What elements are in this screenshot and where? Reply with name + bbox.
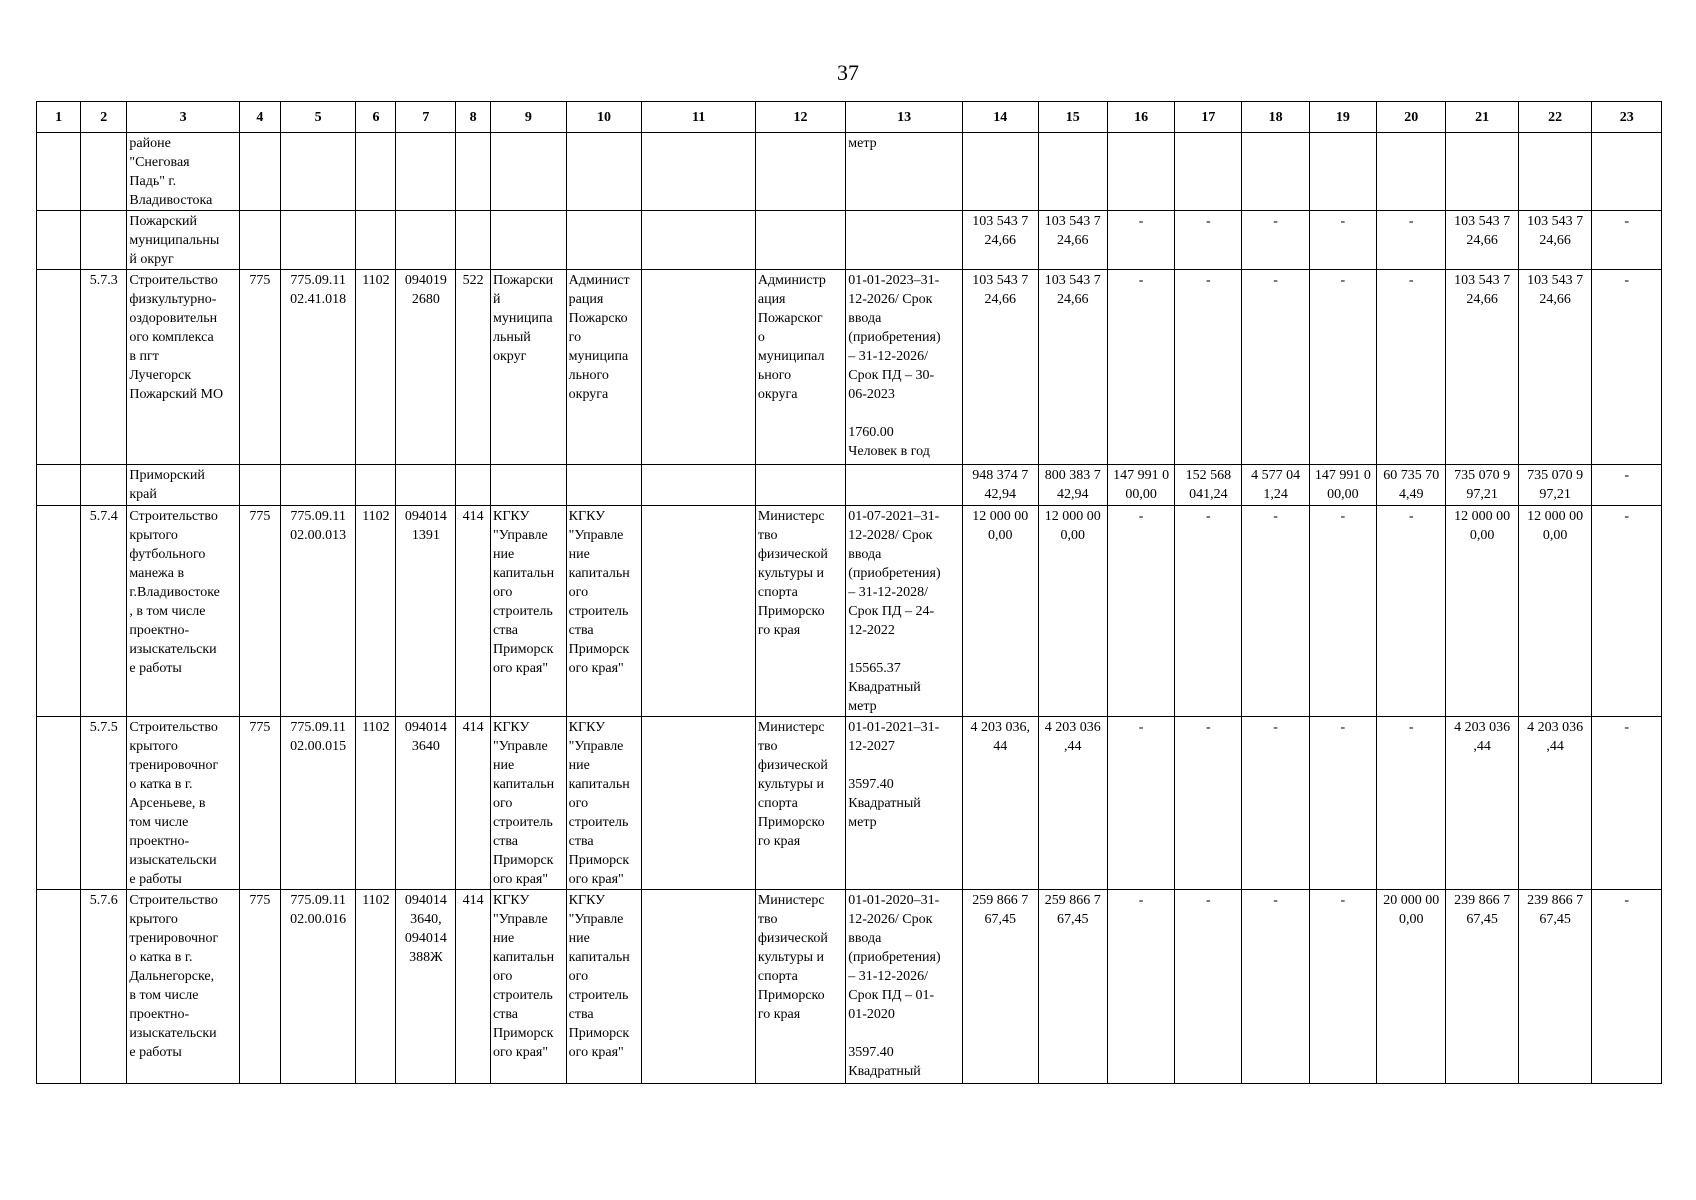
table-cell-col-19: - — [1309, 211, 1376, 270]
table-cell-col-12: Администр ация Пожарског о муниципал ьного округа — [755, 270, 845, 465]
table-cell-col-8 — [456, 133, 491, 211]
table-row — [37, 465, 1662, 506]
table-cell-col-3: Пожарский муниципальны й округ — [127, 211, 239, 270]
table-cell-col-13: 01-01-2023–31- 12-2026/ Срок ввода (приобретения) – 31-12-2026/ Срок ПД – 30- 06-2023 1760.00 Человек в год — [846, 270, 963, 465]
col-header: 7 — [396, 102, 456, 133]
table-row — [37, 133, 1662, 211]
table-cell-col-13: 01-01-2021–31- 12-2027 3597.40 Квадратный метр — [846, 717, 963, 890]
table-cell-col-1 — [37, 890, 81, 1084]
table-cell-col-21: 103 543 7 24,66 — [1446, 211, 1519, 270]
table-row — [37, 890, 1662, 1084]
table-cell-col-11 — [642, 890, 756, 1084]
table-cell-col-2 — [81, 133, 127, 211]
table-cell-col-14: 259 866 7 67,45 — [962, 890, 1038, 1084]
table-cell-col-7 — [396, 465, 456, 506]
table-cell-col-14: 948 374 7 42,94 — [962, 465, 1038, 506]
table-cell-col-3: районе "Снеговая Падь" г. Владивостока — [127, 133, 239, 211]
header-row — [37, 102, 1662, 133]
table-cell-col-21: 103 543 7 24,66 — [1446, 270, 1519, 465]
table-cell-col-10 — [566, 133, 642, 211]
table-cell-col-10 — [566, 465, 642, 506]
table-cell-col-16: - — [1107, 270, 1174, 465]
col-header: 6 — [356, 102, 396, 133]
table-cell-col-16: - — [1107, 890, 1174, 1084]
table-cell-col-12 — [755, 133, 845, 211]
col-header: 5 — [280, 102, 356, 133]
table-cell-col-3: Строительство крытого футбольного манежа в г.Владивостоке , в том числе проектно- изыскательски е работы — [127, 506, 239, 717]
table-cell-col-14: 12 000 00 0,00 — [962, 506, 1038, 717]
table-cell-col-12 — [755, 211, 845, 270]
table-cell-col-8 — [456, 465, 491, 506]
table-cell-col-15: 800 383 7 42,94 — [1038, 465, 1107, 506]
table-cell-col-18: - — [1242, 211, 1309, 270]
budget-table — [36, 101, 1662, 1084]
table-cell-col-12: Министерс тво физической культуры и спорта Приморско го края — [755, 506, 845, 717]
table-cell-col-8: 522 — [456, 270, 491, 465]
col-header: 12 — [755, 102, 845, 133]
table-cell-col-22 — [1518, 133, 1592, 211]
table-cell-col-9: Пожарски й муниципа льный округ — [491, 270, 567, 465]
col-header: 8 — [456, 102, 491, 133]
table-cell-col-14: 4 203 036, 44 — [962, 717, 1038, 890]
table-cell-col-18 — [1242, 133, 1309, 211]
table-cell-col-6: 1102 — [356, 717, 396, 890]
table-cell-col-6 — [356, 133, 396, 211]
table-cell-col-19: - — [1309, 717, 1376, 890]
table-cell-col-5: 775.09.11 02.00.016 — [280, 890, 356, 1084]
table-cell-col-3: Приморский край — [127, 465, 239, 506]
table-cell-col-20: - — [1377, 506, 1446, 717]
table-cell-col-1 — [37, 270, 81, 465]
table-cell-col-2 — [81, 211, 127, 270]
table-cell-col-11 — [642, 506, 756, 717]
table-cell-col-5 — [280, 465, 356, 506]
col-header: 16 — [1107, 102, 1174, 133]
table-cell-col-12: Министерс тво физической культуры и спорта Приморско го края — [755, 717, 845, 890]
table-cell-col-2 — [81, 465, 127, 506]
table-cell-col-18: - — [1242, 890, 1309, 1084]
table-cell-col-23: - — [1592, 465, 1662, 506]
table-cell-col-9 — [491, 133, 567, 211]
col-header: 17 — [1175, 102, 1242, 133]
table-cell-col-17: - — [1175, 506, 1242, 717]
table-cell-col-13: метр — [846, 133, 963, 211]
table-cell-col-20: - — [1377, 211, 1446, 270]
col-header: 23 — [1592, 102, 1662, 133]
table-cell-col-17 — [1175, 133, 1242, 211]
table-cell-col-22: 4 203 036 ,44 — [1518, 717, 1592, 890]
table-cell-col-20: 60 735 70 4,49 — [1377, 465, 1446, 506]
table-cell-col-14: 103 543 7 24,66 — [962, 270, 1038, 465]
table-cell-col-9 — [491, 211, 567, 270]
table-cell-col-9: КГКУ "Управле ние капитальн ого строитель ства Приморск ого края" — [491, 890, 567, 1084]
table-cell-col-19: - — [1309, 270, 1376, 465]
table-cell-col-7: 094014 3640 — [396, 717, 456, 890]
col-header: 9 — [491, 102, 567, 133]
table-cell-col-2: 5.7.5 — [81, 717, 127, 890]
table-cell-col-21: 4 203 036 ,44 — [1446, 717, 1519, 890]
table-cell-col-12 — [755, 465, 845, 506]
col-header: 18 — [1242, 102, 1309, 133]
table-cell-col-8: 414 — [456, 506, 491, 717]
col-header: 10 — [566, 102, 642, 133]
table-cell-col-19: - — [1309, 890, 1376, 1084]
col-header: 1 — [37, 102, 81, 133]
table-cell-col-13: 01-01-2020–31- 12-2026/ Срок ввода (приобретения) – 31-12-2026/ Срок ПД – 01- 01-2020 3597.40 Квадратный — [846, 890, 963, 1084]
table-cell-col-22: 735 070 9 97,21 — [1518, 465, 1592, 506]
table-cell-col-18: - — [1242, 270, 1309, 465]
table-cell-col-10: КГКУ "Управле ние капитальн ого строитель ства Приморск ого края" — [566, 506, 642, 717]
table-cell-col-5 — [280, 133, 356, 211]
table-cell-col-4 — [239, 133, 280, 211]
table-cell-col-1 — [37, 133, 81, 211]
table-cell-col-1 — [37, 211, 81, 270]
table-cell-col-8: 414 — [456, 890, 491, 1084]
table-row — [37, 211, 1662, 270]
table-cell-col-4 — [239, 211, 280, 270]
table-cell-col-21: 12 000 00 0,00 — [1446, 506, 1519, 717]
table-cell-col-21: 239 866 7 67,45 — [1446, 890, 1519, 1084]
table-cell-col-13 — [846, 211, 963, 270]
table-cell-col-5: 775.09.11 02.00.015 — [280, 717, 356, 890]
table-cell-col-18: - — [1242, 717, 1309, 890]
table-cell-col-17: - — [1175, 211, 1242, 270]
table-cell-col-7 — [396, 211, 456, 270]
table-cell-col-18: - — [1242, 506, 1309, 717]
table-row — [37, 717, 1662, 890]
table-cell-col-7: 094019 2680 — [396, 270, 456, 465]
table-cell-col-6 — [356, 211, 396, 270]
table-cell-col-15: 4 203 036 ,44 — [1038, 717, 1107, 890]
table-cell-col-18: 4 577 04 1,24 — [1242, 465, 1309, 506]
table-cell-col-5: 775.09.11 02.00.013 — [280, 506, 356, 717]
table-cell-col-20: - — [1377, 717, 1446, 890]
col-header: 4 — [239, 102, 280, 133]
table-cell-col-8 — [456, 211, 491, 270]
table-cell-col-3: Строительство физкультурно- оздоровительн ого комплекса в пгт Лучегорск Пожарский МО — [127, 270, 239, 465]
table-cell-col-2: 5.7.4 — [81, 506, 127, 717]
table-cell-col-11 — [642, 465, 756, 506]
table-cell-col-1 — [37, 465, 81, 506]
table-cell-col-10: КГКУ "Управле ние капитальн ого строитель ства Приморск ого края" — [566, 890, 642, 1084]
table-cell-col-15 — [1038, 133, 1107, 211]
table-cell-col-17: - — [1175, 717, 1242, 890]
col-header: 22 — [1518, 102, 1592, 133]
table-cell-col-16: - — [1107, 717, 1174, 890]
table-cell-col-11 — [642, 717, 756, 890]
table-cell-col-23 — [1592, 133, 1662, 211]
col-header: 19 — [1309, 102, 1376, 133]
col-header: 3 — [127, 102, 239, 133]
table-cell-col-15: 103 543 7 24,66 — [1038, 270, 1107, 465]
table-cell-col-13: 01-07-2021–31- 12-2028/ Срок ввода (приобретения) – 31-12-2028/ Срок ПД – 24- 12-2022 15565.37 Квадратный метр — [846, 506, 963, 717]
col-header: 15 — [1038, 102, 1107, 133]
table-cell-col-10: Админист рация Пожарско го муниципа льного округа — [566, 270, 642, 465]
table-cell-col-9: КГКУ "Управле ние капитальн ого строитель ства Приморск ого края" — [491, 717, 567, 890]
table-cell-col-16: 147 991 0 00,00 — [1107, 465, 1174, 506]
table-cell-col-1 — [37, 506, 81, 717]
table-cell-col-19 — [1309, 133, 1376, 211]
table-cell-col-16: - — [1107, 506, 1174, 717]
table-cell-col-23: - — [1592, 270, 1662, 465]
table-cell-col-4 — [239, 465, 280, 506]
table-cell-col-11 — [642, 270, 756, 465]
table-cell-col-7 — [396, 133, 456, 211]
col-header: 2 — [81, 102, 127, 133]
table-cell-col-4: 775 — [239, 717, 280, 890]
table-cell-col-11 — [642, 211, 756, 270]
table-cell-col-20 — [1377, 133, 1446, 211]
table-cell-col-5: 775.09.11 02.41.018 — [280, 270, 356, 465]
table-cell-col-17: 152 568 041,24 — [1175, 465, 1242, 506]
table-cell-col-8: 414 — [456, 717, 491, 890]
table-cell-col-10 — [566, 211, 642, 270]
table-cell-col-21 — [1446, 133, 1519, 211]
table-cell-col-19: - — [1309, 506, 1376, 717]
table-cell-col-6: 1102 — [356, 506, 396, 717]
table-cell-col-23: - — [1592, 890, 1662, 1084]
table-cell-col-22: 12 000 00 0,00 — [1518, 506, 1592, 717]
table-cell-col-19: 147 991 0 00,00 — [1309, 465, 1376, 506]
table-cell-col-17: - — [1175, 270, 1242, 465]
table-cell-col-15: 103 543 7 24,66 — [1038, 211, 1107, 270]
table-cell-col-23: - — [1592, 211, 1662, 270]
table-cell-col-13 — [846, 465, 963, 506]
table-cell-col-12: Министерс тво физической культуры и спорта Приморско го края — [755, 890, 845, 1084]
table-cell-col-22: 239 866 7 67,45 — [1518, 890, 1592, 1084]
col-header: 13 — [846, 102, 963, 133]
table-cell-col-3: Строительство крытого тренировочног о катка в г. Арсеньеве, в том числе проектно- изыскательски е работы — [127, 717, 239, 890]
col-header: 21 — [1446, 102, 1519, 133]
table-row — [37, 506, 1662, 717]
col-header: 20 — [1377, 102, 1446, 133]
table-cell-col-17: - — [1175, 890, 1242, 1084]
table-cell-col-2: 5.7.6 — [81, 890, 127, 1084]
table-cell-col-15: 259 866 7 67,45 — [1038, 890, 1107, 1084]
table-cell-col-15: 12 000 00 0,00 — [1038, 506, 1107, 717]
table-row — [37, 270, 1662, 465]
table-cell-col-11 — [642, 133, 756, 211]
table-cell-col-4: 775 — [239, 506, 280, 717]
table-cell-col-16: - — [1107, 211, 1174, 270]
table-body — [37, 133, 1662, 1084]
table-cell-col-1 — [37, 717, 81, 890]
table-cell-col-6 — [356, 465, 396, 506]
table-cell-col-6: 1102 — [356, 890, 396, 1084]
table-cell-col-23: - — [1592, 717, 1662, 890]
table-cell-col-14 — [962, 133, 1038, 211]
table-cell-col-21: 735 070 9 97,21 — [1446, 465, 1519, 506]
table-cell-col-4: 775 — [239, 270, 280, 465]
table-cell-col-22: 103 543 7 24,66 — [1518, 270, 1592, 465]
col-header: 14 — [962, 102, 1038, 133]
table-cell-col-7: 094014 3640, 094014 388Ж — [396, 890, 456, 1084]
table-cell-col-23: - — [1592, 506, 1662, 717]
col-header: 11 — [642, 102, 756, 133]
page-number: 37 — [837, 60, 859, 85]
table-cell-col-9: КГКУ "Управле ние капитальн ого строитель ства Приморск ого края" — [491, 506, 567, 717]
table-cell-col-9 — [491, 465, 567, 506]
table-cell-col-16 — [1107, 133, 1174, 211]
table-cell-col-20: - — [1377, 270, 1446, 465]
table-cell-col-7: 094014 1391 — [396, 506, 456, 717]
table-cell-col-4: 775 — [239, 890, 280, 1084]
table-cell-col-5 — [280, 211, 356, 270]
table-cell-col-14: 103 543 7 24,66 — [962, 211, 1038, 270]
table-cell-col-22: 103 543 7 24,66 — [1518, 211, 1592, 270]
table-cell-col-2: 5.7.3 — [81, 270, 127, 465]
table-cell-col-10: КГКУ "Управле ние капитальн ого строитель ства Приморск ого края" — [566, 717, 642, 890]
table-cell-col-20: 20 000 00 0,00 — [1377, 890, 1446, 1084]
table-cell-col-3: Строительство крытого тренировочног о катка в г. Дальнегорске, в том числе проектно- изыскательски е работы — [127, 890, 239, 1084]
table-cell-col-6: 1102 — [356, 270, 396, 465]
